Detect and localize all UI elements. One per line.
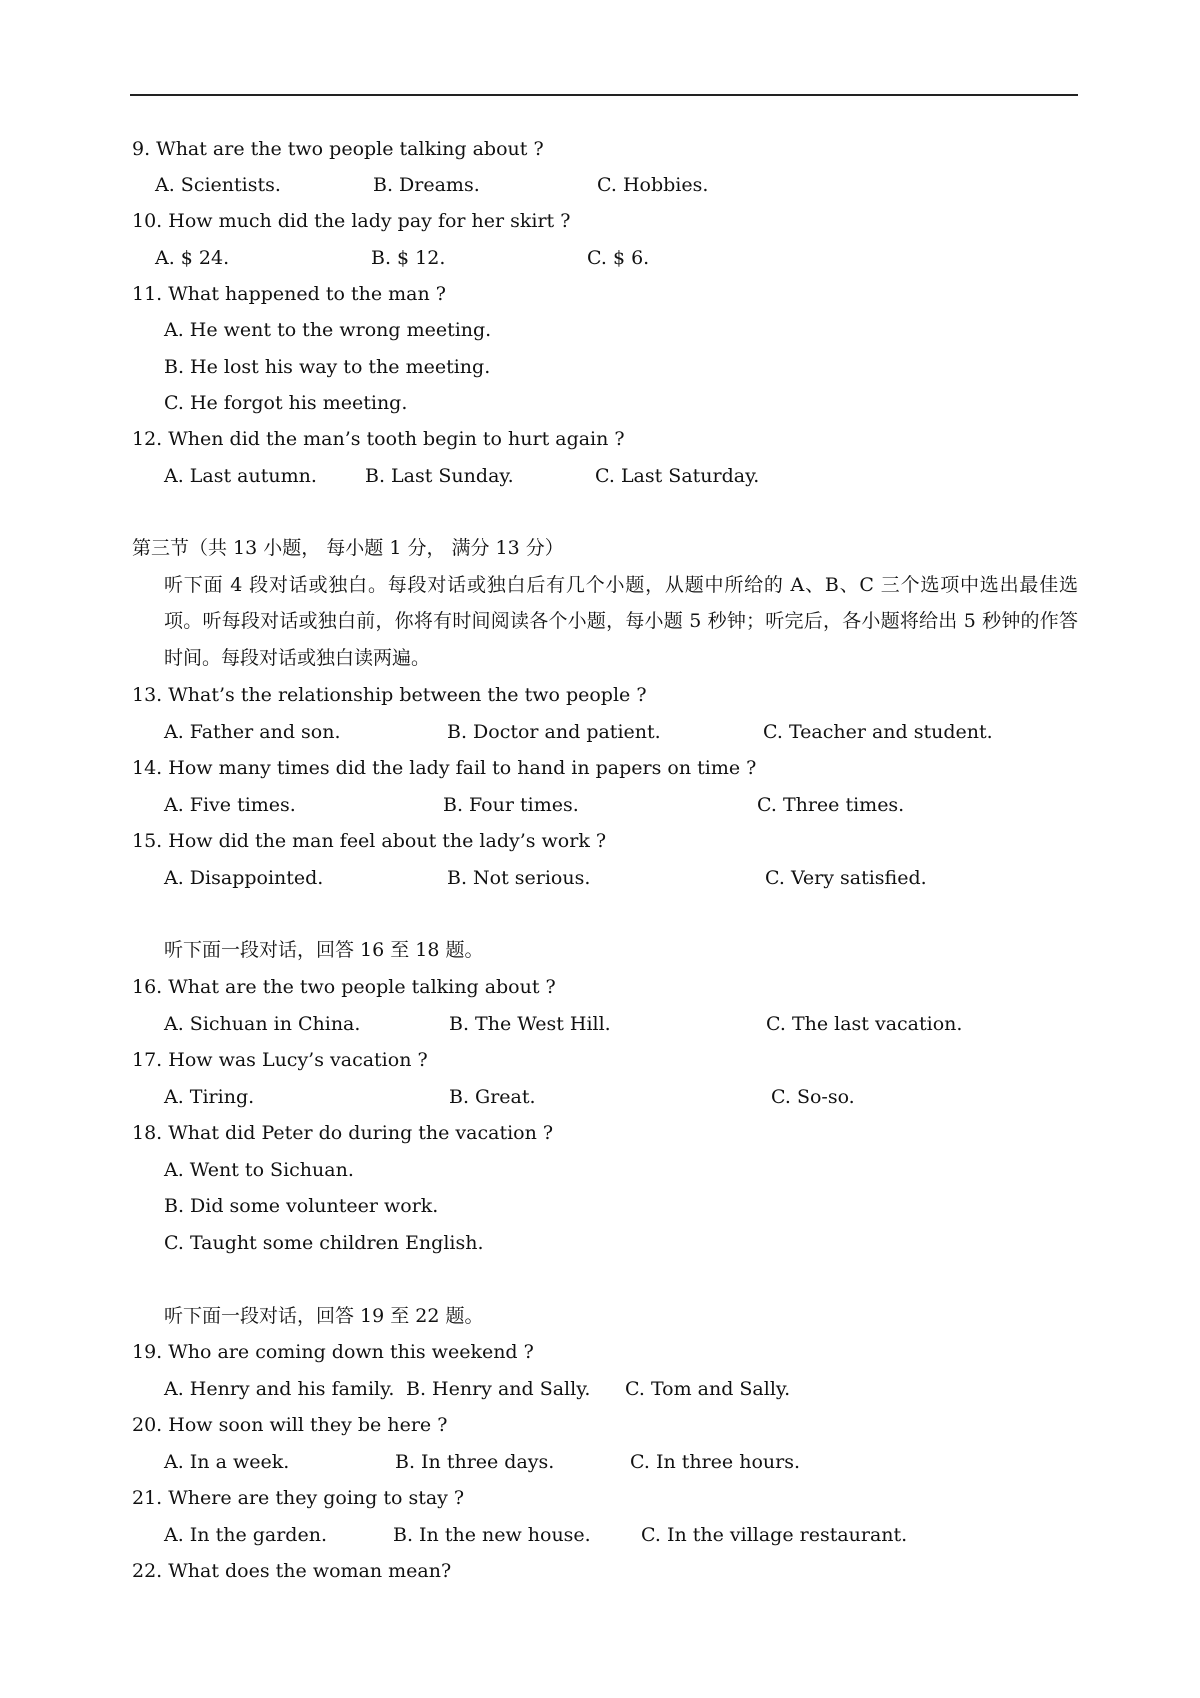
option-16c: C. The last vacation. <box>766 1013 963 1035</box>
option-12b: B. Last Sunday. <box>365 465 514 487</box>
option-19c: C. Tom and Sally. <box>625 1378 791 1400</box>
question-18: 18. What did Peter do during the vacation ? <box>132 1122 554 1144</box>
group2-intro: 听下面一段对话，回答 16 至 18 题。 <box>164 939 484 961</box>
question-22: 22. What does the woman mean? <box>132 1560 452 1582</box>
option-17c: C. So-so. <box>771 1086 855 1108</box>
instructions-text: 听下面 4 段对话或独白。每段对话或独白后有几个小题，从题中所给的 A、B、C 三个选项中选出最佳选项。听每段对话或独白前，你将有时间阅读各个小题，每小题 5 秒钟；听完后，各小题将给出 5 秒钟的作答时间。每段对话或独白读两遍。 <box>164 574 1078 669</box>
option-11b: B. He lost his way to the meeting. <box>164 356 491 378</box>
option-20c: C. In three hours. <box>630 1451 800 1473</box>
option-18a: A. Went to Sichuan. <box>164 1159 354 1181</box>
option-15b: B. Not serious. <box>447 867 591 889</box>
option-17b: B. Great. <box>449 1086 536 1108</box>
option-16b: B. The West Hill. <box>449 1013 611 1035</box>
question-11: 11. What happened to the man ? <box>132 283 446 305</box>
question-21: 21. Where are they going to stay ? <box>132 1487 465 1509</box>
section-heading: 第三节（共 13 小题， 每小题 1 分， 满分 13 分） <box>132 537 564 559</box>
option-12c: C. Last Saturday. <box>595 465 760 487</box>
option-21b: B. In the new house. <box>393 1524 591 1546</box>
option-10c: C. $ 6. <box>587 247 650 269</box>
option-13c: C. Teacher and student. <box>763 721 993 743</box>
option-17a: A. Tiring. <box>164 1086 255 1108</box>
question-9: 9. What are the two people talking about ? <box>132 138 544 160</box>
option-15c: C. Very satisfied. <box>765 867 927 889</box>
option-11a: A. He went to the wrong meeting. <box>164 319 492 341</box>
option-15a: A. Disappointed. <box>164 867 324 889</box>
group3-intro: 听下面一段对话，回答 19 至 22 题。 <box>164 1305 484 1327</box>
option-21a: A. In the garden. <box>164 1524 327 1546</box>
option-19a: A. Henry and his family. <box>164 1378 395 1400</box>
question-12: 12. When did the man’s tooth begin to hurt again ? <box>132 428 625 450</box>
question-10: 10. How much did the lady pay for her skirt ? <box>132 210 571 232</box>
option-21c: C. In the village restaurant. <box>641 1524 908 1546</box>
option-13a: A. Father and son. <box>164 721 341 743</box>
question-16: 16. What are the two people talking about ? <box>132 976 556 998</box>
question-17: 17. How was Lucy’s vacation ? <box>132 1049 428 1071</box>
question-13: 13. What’s the relationship between the two people ? <box>132 684 647 706</box>
option-12a: A. Last autumn. <box>164 465 317 487</box>
option-13b: B. Doctor and patient. <box>447 721 661 743</box>
option-20a: A. In a week. <box>164 1451 290 1473</box>
option-14c: C. Three times. <box>757 794 905 816</box>
question-14: 14. How many times did the lady fail to hand in papers on time ? <box>132 757 757 779</box>
option-14b: B. Four times. <box>443 794 579 816</box>
option-18b: B. Did some volunteer work. <box>164 1195 439 1217</box>
option-19b: B. Henry and Sally. <box>406 1378 591 1400</box>
option-11c: C. He forgot his meeting. <box>164 392 408 414</box>
option-9c: C. Hobbies. <box>597 174 709 196</box>
question-19: 19. Who are coming down this weekend ? <box>132 1341 534 1363</box>
question-20: 20. How soon will they be here ? <box>132 1414 448 1436</box>
option-10b: B. $ 12. <box>371 247 446 269</box>
section-instructions <box>132 567 1078 676</box>
option-10a: A. $ 24. <box>155 247 230 269</box>
option-20b: B. In three days. <box>395 1451 555 1473</box>
option-9b: B. Dreams. <box>373 174 480 196</box>
option-16a: A. Sichuan in China. <box>164 1013 361 1035</box>
question-15: 15. How did the man feel about the lady’s work ? <box>132 830 607 852</box>
option-14a: A. Five times. <box>164 794 296 816</box>
option-18c: C. Taught some children English. <box>164 1232 484 1254</box>
header-rule <box>130 94 1078 96</box>
option-9a: A. Scientists. <box>155 174 281 196</box>
